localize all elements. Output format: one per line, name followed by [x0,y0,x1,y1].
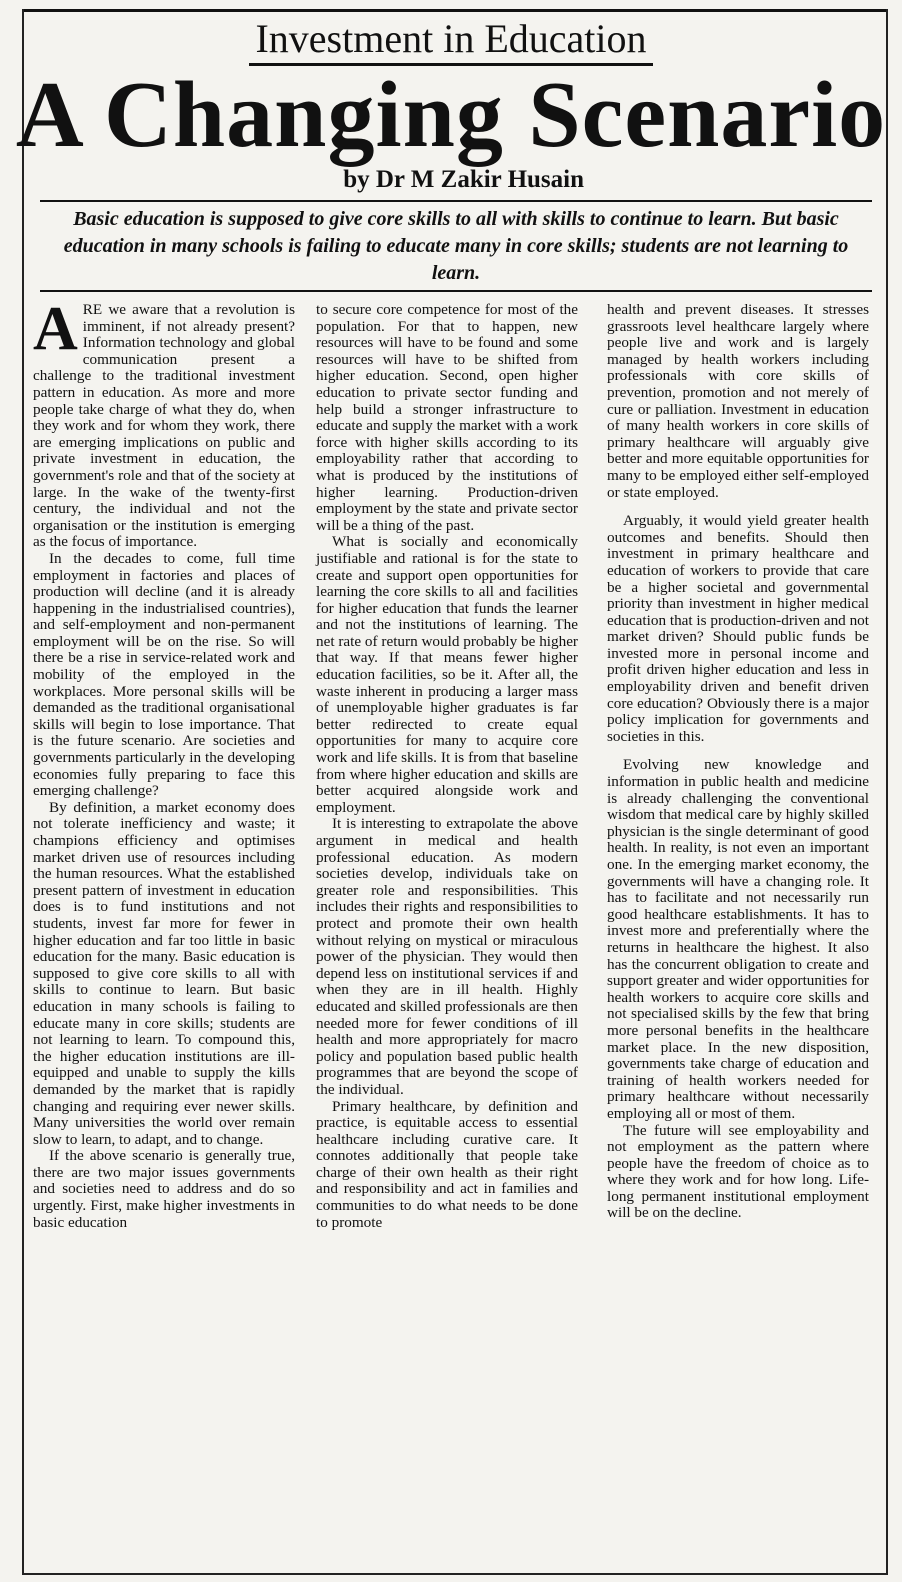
drop-cap: A [33,295,78,363]
article-deck: Basic education is supposed to give core skills to all with skills to continue to learn. But basic education in many schools is failing to educate many in core skills; students are not learning to learn. [63,208,849,284]
article-headline: A Changing Scenario [15,63,887,167]
column-3-paragraph-1: health and prevent diseases. It stresses grassroots level healthcare largely where people live and work and is largely managed by health workers including professionals with core skills of prevention, promotion and not merely of cure or palliation. Investment in education of many health workers in core skills of primary healthcare will arguably give better and more equitable opportunities for many to be employed either self-employed or state employed. [607,301,869,501]
article-column-2 [316,302,578,1231]
article-column-3 [607,302,869,1222]
column-2-paragraph-4: Primary healthcare, by definition and practice, is equitable access to essential healthcare including curative care. It connotes additionally that people take charge of their own health as their right and responsibility and act in families and communities to do what needs to be done to promote [316,1097,578,1231]
column-3-paragraph-3: Evolving new knowledge and information in public health and medicine is already challenging the conventional wisdom that medical care by highly skilled physician is the single determinant of good health. In reality, is not even an important one. In the emerging market economy, the governments will have a changing role. It has to facilitate and not necessarily run good healthcare establishments. It has to invest more and preferentially where the returns in healthcare the highest. It also has the concurrent obligation to create and support greater and wider opportunities for health workers to acquire core skills and not specialised skills by the few that bring more personal benefits in the healthcare market place. In the new disposition, governments take charge of education and training of health workers needed for primary healthcare without necessarily employing all or most of them. [607,756,869,1122]
column-2-paragraph-1: to secure core competence for most of the population. For that to happen, new resources will have to be found and some resources will have to be shifted from higher education. Second, open higher education to private sector funding and help build a stronger infrastructure to educate and supply the market with a work force with higher skills according to its employability rather that according to what is produced by the institutions of higher learning. Production-driven employment by the state and private sector will be a thing of the past. [316,301,578,534]
column-1-paragraph-1 [33,295,295,551]
bottom-rule [22,1573,888,1575]
kicker-text: Investment in Education [249,16,652,66]
column-2-paragraph-3: It is interesting to extrapolate the above argument in medical and health professional education. As modern societies develop, individuals take on greater role and responsibilities. This includes their rights and responsibilities to protect and promote their own health without relying on mystical or miraculous power of the physician. They would then depend less on institutional services if and when they are in ill health. Highly educated and skilled professionals are then needed more for fewer conditions of ill health and more appropriately for macro policy and population based public health programmes that are beyond the scope of the individual. [316,815,578,1098]
right-border [886,9,888,1575]
article-byline: by Dr M Zakir Husain [343,166,584,193]
top-rule [22,9,888,12]
column-1-paragraph-3: By definition, a market economy does not tolerate inefficiency and waste; it champions efficiency and optimises market driven use of resources including the human resources. What the established present pattern of investment in education does is to fund institutions and not students, invest far more for fewer in higher education and far too little in basic education for the many. Basic education is supposed to give core skills to all with skills to continue to learn. But basic education in many schools is failing to educate many in core skills; students are not learning to learn. To compound this, the higher education institutions are ill-equipped and unable to supply the kills demanded by the market that is rapidly changing and requiring ever newer skills. Many universities the world over remain slow to learn, to adapt, and to change. [33,798,295,1148]
article-kicker [0,16,902,66]
column-3-paragraph-4: The future will see employability and not employment as the pattern where people have the freedom of choice as to where they work and for how long. Life-long permanent institutional employment will be on the decline. [607,1121,869,1222]
column-2-paragraph-2: What is socially and economically justifiable and rational is for the state to create and support open opportunities for learning the core skills to all and facilities for higher education that funds the learner and not the institutions of learning. The net rate of return would probably be higher that way. If that means fewer higher education facilities, so be it. After all, the waste inherent in producing a larger mass of unemployable higher graduates is far better redirected to create equal opportunities for many to acquire core work and life skills. It is from that baseline from where higher education and skills are better acquired alongside work and employment. [316,533,578,816]
column-1-paragraph-2: In the decades to come, full time employment in factories and places of production will decline (and it is already happening in the industrialised countries), and self-employment and non-permanent employment will be on the rise. So will there be a rise in service-related work and mobility of the employed in the workplaces. More personal skills will be demanded as the traditional organisational skills will begin to lose importance. That is the future scenario. Are societies and governments particularly in the developing economies fully preparing to face this emerging challenge? [33,549,295,800]
left-border [22,9,24,1575]
deck-bottom-rule [40,290,872,292]
deck-top-rule [40,200,872,202]
column-1-paragraph-4: If the above scenario is generally true, there are two major issues governments and societies need to address and do so urgently. First, make higher investments in basic education [33,1147,295,1231]
column-3-paragraph-2: Arguably, it would yield greater health outcomes and benefits. Should then investment in primary healthcare and education of workers to provide that care be a higher societal and governmental priority than investment in higher medical education that is production-driven and not market driven? Should public funds be invested more in personal income and profit driven higher education and less in employability driven and benefit driven core education? Obviously there is a major policy implication for governments and societies in this. [607,512,869,745]
article-column-1 [33,295,295,1231]
paragraph-text: RE we aware that a revolution is imminent, if not already present? Information technology and global communication present a challenge to the traditional investment pattern in education. As more and more people take charge of what they do, when they work and for whom they work, there are emerging implications on public and private investment in education, the government's role and that of the society at large. In the wake of the twenty-first century, the individual and not the organisation or the institution is emerging as the focus of importance. [33,301,295,551]
